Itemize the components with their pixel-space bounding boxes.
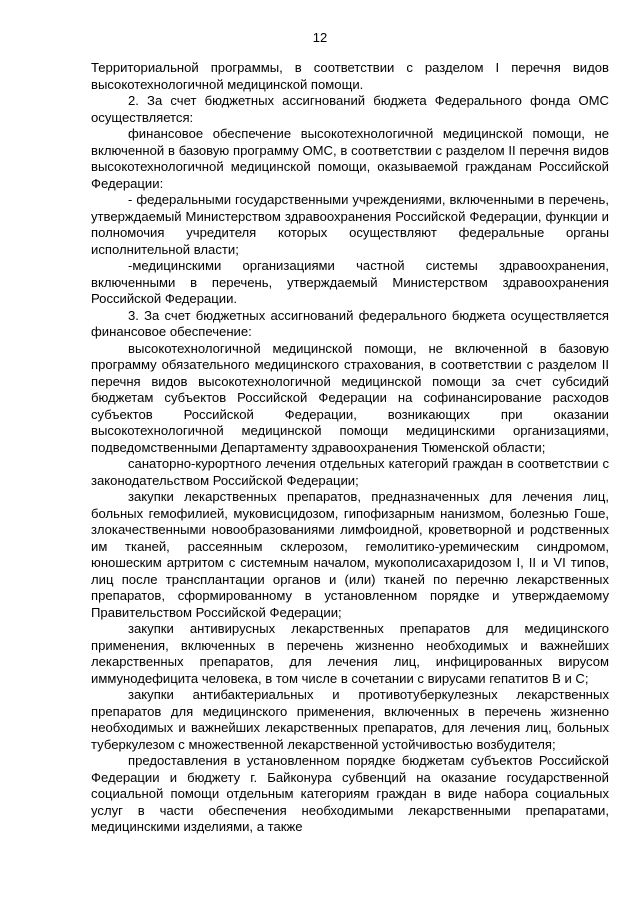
- paragraph: закупки антивирусных лекарственных препаратов для медицинского применения, включенных в перечень жизненно необходимых и важнейших лекарственных препаратов, для лечения лиц, инфицированных вирусом иммунодефицита человека, в том числе в сочетании с вирусами гепатитов B и C;: [91, 621, 609, 686]
- paragraph: 3. За счет бюджетных ассигнований федерального бюджета осуществляется финансовое обеспечение:: [91, 307, 609, 339]
- paragraph: закупки антибактериальных и противотуберкулезных лекарственных препаратов для медицинского применения, включенных в перечень жизненно необходимых и важнейших лекарственных препаратов, для лечения лиц, больных туберкулезом с множественной лекарственной устойчивостью возбудителя;: [91, 687, 609, 752]
- paragraph: финансовое обеспечение высокотехнологичной медицинской помощи, не включенной в базовую программу ОМС, в соответствии с разделом II перечня видов высокотехнологичной медицинской помощи, оказываемой гражданам Российской Федерации:: [91, 126, 609, 191]
- paragraph: предоставления в установленном порядке бюджетам субъектов Российской Федерации и бюджету г. Байконура субвенций на оказание государственной социальной помощи отдельным категориям граждан в виде набора социальных услуг в части обеспечения необходимыми лекарственными препаратами, медицинскими изделиями, а также: [91, 753, 609, 834]
- paragraph: - федеральными государственными учреждениями, включенными в перечень, утверждаемый Министерством здравоохранения Российской Федерации, функции и полномочия учредителя которых осуществляют федеральные органы исполнительной власти;: [91, 192, 609, 257]
- paragraph: закупки лекарственных препаратов, предназначенных для лечения лиц, больных гемофилией, муковисцидозом, гипофизарным нанизмом, болезнью Гоше, злокачественными новообразованиями лимфоидной, кроветворной и родственных им тканей, рассеянным склерозом, гемолитико-уремическим синдромом, юношеским артритом с системным началом, мукополисахаридозом I, II и VI типов, лиц после трансплантации органов и (или) тканей по перечню лекарственных препаратов, сформированному в установленном порядке и утверждаемому Правительством Российской Федерации;: [91, 489, 609, 620]
- paragraph: -медицинскими организациями частной системы здравоохранения, включенными в перечень, утверждаемый Министерством здравоохранения Российской Федерации.: [91, 258, 609, 306]
- paragraph: высокотехнологичной медицинской помощи, не включенной в базовую программу обязательного медицинского страхования, в соответствии с разделом II перечня видов высокотехнологичной медицинской помощи за счет субсидий бюджетам субъектов Российской Федерации на софинансирование расходов субъектов Российской Федерации, возникающих при оказании высокотехнологичной медицинской помощи медицинскими организациями, подведомственными Департаменту здравоохранения Тюменской области;: [91, 340, 609, 455]
- paragraph: санаторно-курортного лечения отдельных категорий граждан в соответствии с законодательством Российской Федерации;: [91, 456, 609, 488]
- page-number: 12: [312, 30, 328, 45]
- paragraph: 2. За счет бюджетных ассигнований бюджета Федерального фонда ОМС осуществляется:: [91, 93, 609, 125]
- paragraph: Территориальной программы, в соответствии с разделом I перечня видов высокотехнологичной медицинской помощи.: [91, 60, 609, 92]
- document-body: [91, 60, 609, 836]
